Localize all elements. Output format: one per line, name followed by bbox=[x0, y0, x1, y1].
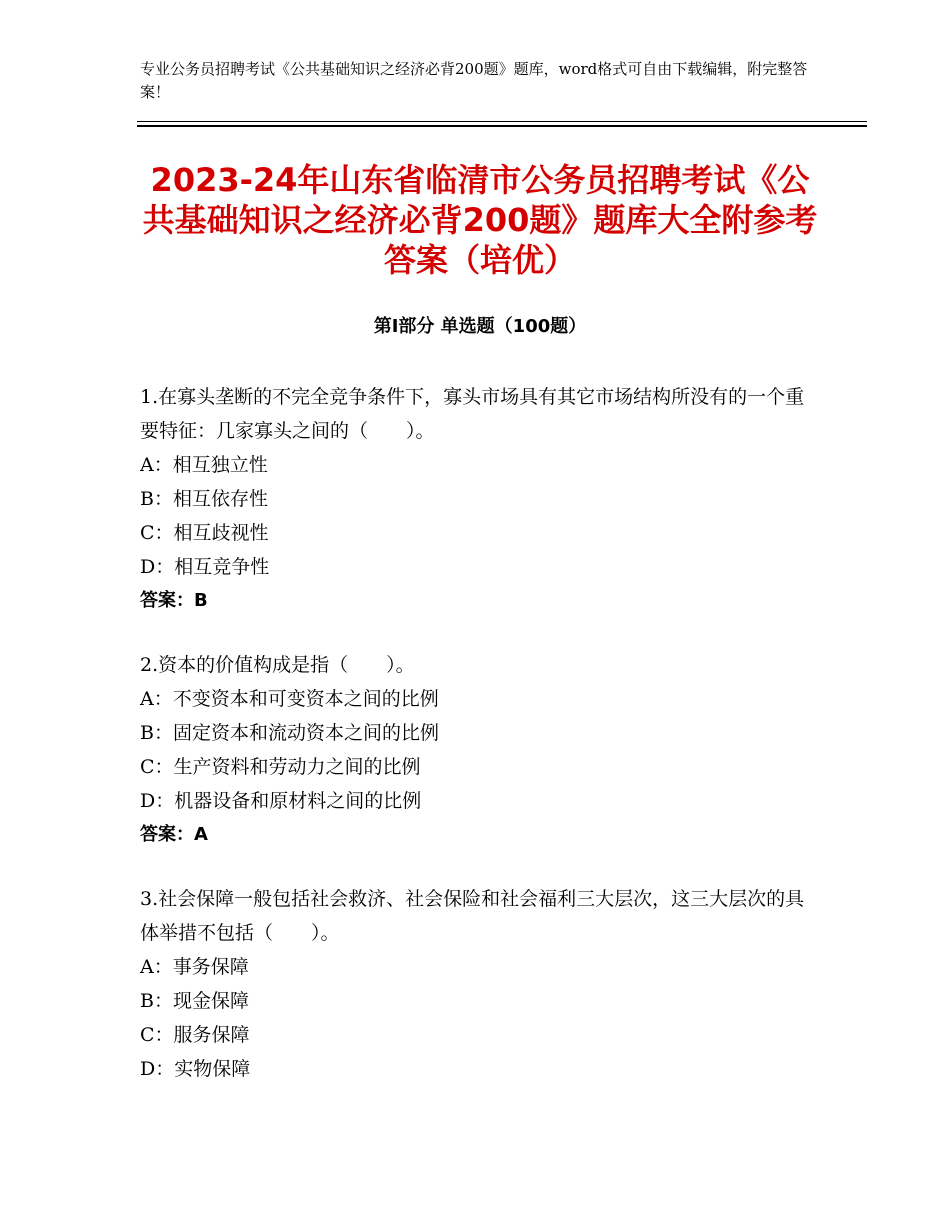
answer-label: 答案：A bbox=[140, 824, 208, 845]
question-2 bbox=[140, 648, 820, 852]
question-stem: 1.在寡头垄断的不完全竞争条件下，寡头市场具有其它市场结构所没有的一个重要特征：几家寡头之间的（ ）。 bbox=[140, 386, 805, 442]
header-note: 专业公务员招聘考试《公共基础知识之经济必背200题》题库，word格式可自由下载编辑，附完整答案！ bbox=[140, 60, 808, 101]
section-title: 第Ⅰ部分 单选题（100题） bbox=[373, 316, 587, 337]
option-a: A：不变资本和可变资本之间的比例 bbox=[140, 688, 439, 710]
option-d: D：相互竞争性 bbox=[140, 556, 270, 578]
header-divider-thin bbox=[137, 121, 867, 122]
option-a: A：事务保障 bbox=[140, 956, 249, 978]
document-title: 2023-24年山东省临清市公务员招聘考试《公共基础知识之经济必背200题》题库大全附参考答案（培优） bbox=[142, 161, 818, 279]
option-c: C：相互歧视性 bbox=[140, 522, 269, 544]
option-b: B：相互依存性 bbox=[140, 488, 268, 510]
question-stem: 3.社会保障一般包括社会救济、社会保险和社会福利三大层次，这三大层次的具体举措不包括（ ）。 bbox=[140, 888, 805, 944]
question-list bbox=[140, 380, 820, 1116]
question-stem: 2.资本的价值构成是指（ ）。 bbox=[140, 654, 415, 676]
option-c: C：服务保障 bbox=[140, 1024, 250, 1046]
option-a: A：相互独立性 bbox=[140, 454, 268, 476]
option-b: B：固定资本和流动资本之间的比例 bbox=[140, 722, 439, 744]
option-c: C：生产资料和劳动力之间的比例 bbox=[140, 756, 421, 778]
question-1 bbox=[140, 380, 820, 618]
answer-label: 答案：B bbox=[140, 590, 208, 611]
option-d: D：机器设备和原材料之间的比例 bbox=[140, 790, 422, 812]
option-d: D：实物保障 bbox=[140, 1058, 251, 1080]
option-b: B：现金保障 bbox=[140, 990, 249, 1012]
question-3 bbox=[140, 882, 820, 1086]
header-divider-thick bbox=[137, 125, 867, 127]
